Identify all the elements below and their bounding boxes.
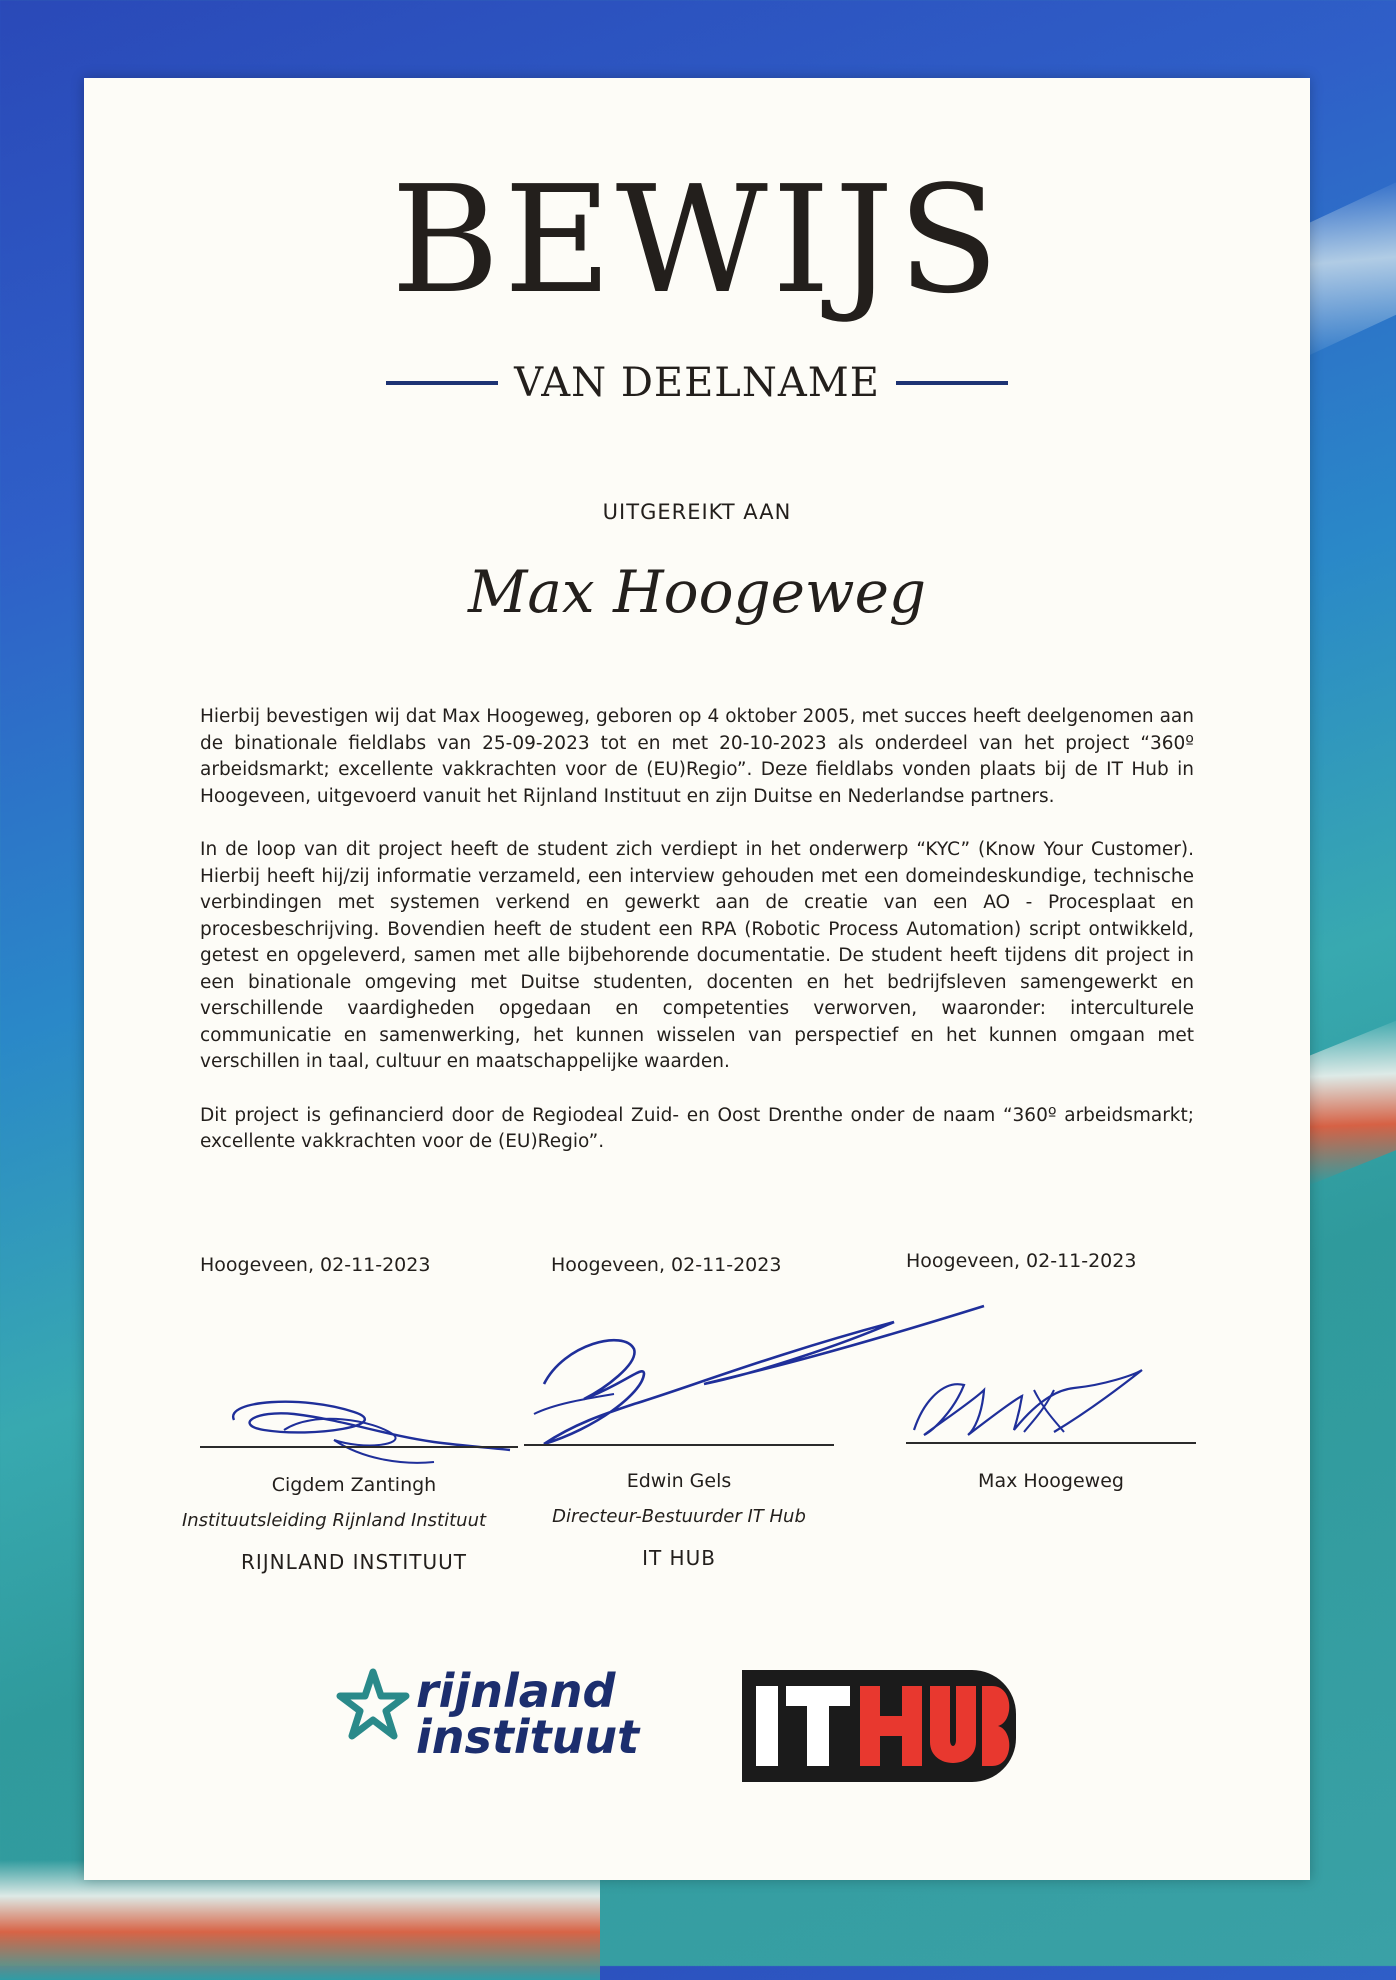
signatory-2-place-date: Hoogeveen, 02-11-2023 — [551, 1254, 782, 1276]
recipient-name: Max Hoogeweg — [467, 558, 927, 626]
signature-line-2 — [524, 1444, 834, 1446]
rijnland-logo-line1: rijnland — [416, 1664, 616, 1718]
certificate-paper — [84, 78, 1310, 1880]
issued-to-label: UITGEREIKT AAN — [602, 500, 792, 524]
certificate-title: BEWIJS — [390, 154, 1004, 326]
certificate-body — [200, 704, 1194, 1183]
signature-line-1 — [200, 1446, 518, 1448]
signatory-1-role: Instituutsleiding Rijnland Instituut — [181, 1510, 487, 1531]
signature-line-3 — [906, 1442, 1196, 1444]
body-paragraph: Hierbij bevestigen wij dat Max Hoogeweg, geboren op 4 oktober 2005, met succes heeft deelgenomen aan de binationale fieldlabs van 25-09-2023 tot en met 20-10-2023 als onderdeel van het project “360º arbeidsmarkt; excellente vakkrachten voor de (EU)Regio”. Deze fieldlabs vonden plaats bij de IT Hub in Hoogeveen, uitgevoerd vanuit het Rijnland Instituut en zijn Duitse en Nederlandse partners. — [200, 706, 1194, 807]
rijnland-logo — [336, 1664, 676, 1778]
signatory-2-role: Directeur-Bestuurder IT Hub — [552, 1506, 806, 1527]
body-paragraph: Dit project is gefinancierd door de Regiodeal Zuid- en Oost Drenthe onder de naam “360º arbeidsmarkt; excellente vakkrachten voor de (EU)Regio”. — [200, 1104, 1194, 1152]
rijnland-logo-line2: instituut — [416, 1710, 640, 1764]
star-icon — [336, 1668, 410, 1742]
body-paragraph: In de loop van dit project heeft de student zich verdiept in het onderwerp “KYC” (Know Your Customer). Hierbij heeft hij/zij informatie verzameld, een interview gehouden met een domeindeskundige, technische verbindingen met systemen verkend en gewerkt aan de creatie van een AO - Procesplaat en procesbeschrijving. Bovendien heeft de student een RPA (Robotic Process Automation) script ontwikkeld, getest en opgeleverd, samen met alle bijbehorende documentatie. De student heeft tijdens dit project in een binationale omgeving met Duitse studenten, docenten en het bedrijfsleven samengewerkt en verschillende vaardigheden opgedaan en competenties verworven, waaronder: interculturele communicatie en samenwerking, het kunnen wisselen van perspectief en het kunnen omgaan met verschillen in taal, cultuur en maatschappelijke waarden. — [200, 839, 1194, 1072]
signature-zantingh — [194, 1390, 514, 1470]
subtitle-rule-right — [896, 381, 1008, 385]
rijnland-logo-text — [416, 1664, 640, 1764]
signatory-2-name: Edwin Gels — [626, 1470, 732, 1492]
ithub-logo — [742, 1670, 1016, 1782]
subtitle-row — [84, 360, 1310, 406]
certificate-subtitle: VAN DEELNAME — [514, 360, 880, 406]
signatory-1-place-date: Hoogeveen, 02-11-2023 — [200, 1254, 431, 1276]
signatory-2-org: IT HUB — [642, 1546, 716, 1570]
signatory-1-org: RIJNLAND INSTITUUT — [240, 1550, 468, 1574]
signatory-3-place-date: Hoogeveen, 02-11-2023 — [906, 1250, 1137, 1272]
ithub-logo-mark — [742, 1670, 1016, 1782]
signature-hoogeweg — [904, 1360, 1144, 1450]
subtitle-rule-left — [386, 381, 498, 385]
signatory-3-name: Max Hoogeweg — [978, 1470, 1124, 1492]
signatory-1-name: Cigdem Zantingh — [271, 1474, 437, 1496]
